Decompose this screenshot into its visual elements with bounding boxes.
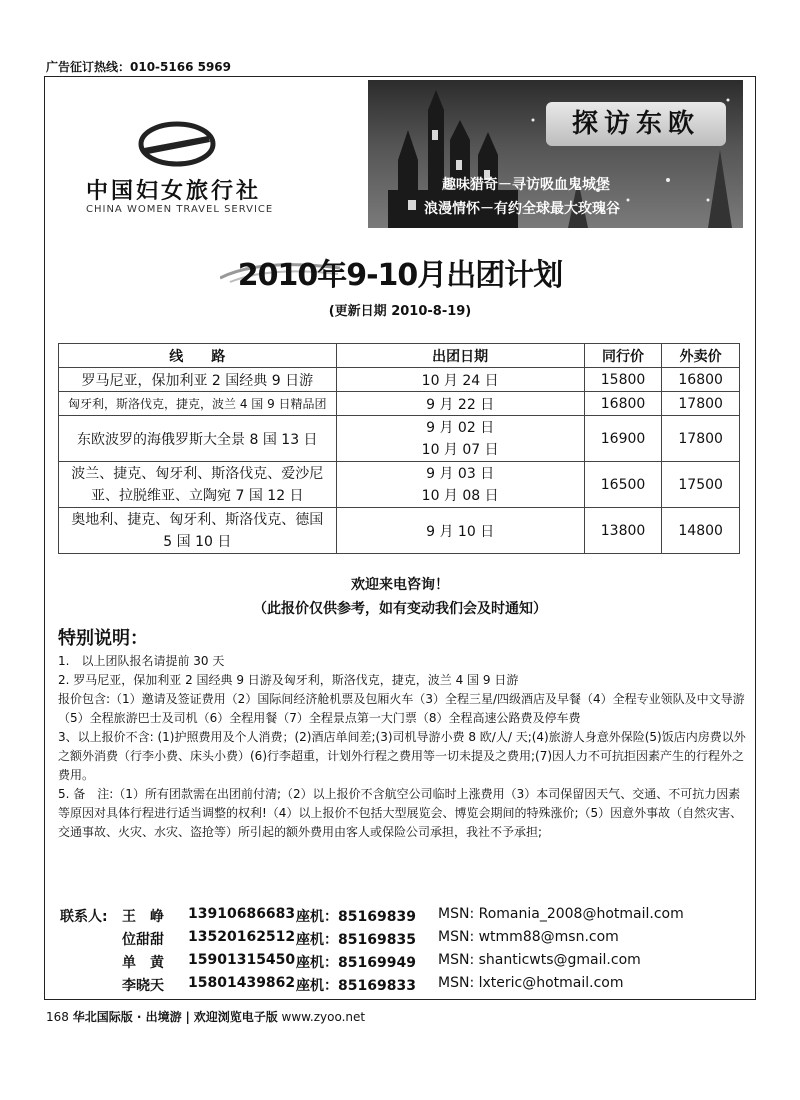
- route-cell: [59, 462, 337, 508]
- retail-price-cell: 17800: [662, 416, 740, 462]
- contact-row: [60, 906, 750, 929]
- contact-mobile: 13910686683: [188, 906, 296, 922]
- tour-schedule-table: [58, 343, 740, 554]
- banner-title: 探访东欧: [546, 102, 726, 146]
- contact-landline: 座机：85169949: [296, 955, 416, 971]
- table-header-row: [59, 344, 740, 368]
- route-cell: 匈牙利，斯洛伐克，捷克，波兰 4 国 9 日精品团: [59, 392, 337, 416]
- header-retail-price: 外卖价: [662, 344, 740, 368]
- date-line: 9 月 02 日: [426, 419, 495, 436]
- retail-price-cell: 17800: [662, 392, 740, 416]
- note-item: 报价包含:（1）邀请及签证费用（2）国际间经济舱机票及包厢火车（3）全程三星/四级酒店及早餐（4）全程专业领队及中文导游（5）全程旅游巴士及司机（6）全程用餐（7）全程景点第一大门票（8）全程高速公路费及停车费: [58, 692, 745, 725]
- special-notes-title: 特别说明：: [58, 628, 148, 649]
- contact-name: 位甜甜: [122, 932, 164, 948]
- peer-price-cell: 15800: [584, 368, 662, 392]
- page-number: 168: [46, 1010, 69, 1024]
- contact-mobile: 15901315450: [188, 952, 296, 968]
- banner-slogan-2: 浪漫情怀－有约全球最大玫瑰谷: [424, 201, 620, 217]
- peer-price-cell: 13800: [584, 508, 662, 554]
- date-cell: 9 月 22 日: [336, 392, 584, 416]
- route-cell: 东欧波罗的海俄罗斯大全景 8 国 13 日: [59, 416, 337, 462]
- contact-list: [60, 906, 750, 998]
- price-notice: （此报价仅供参考，如有变动我们会及时通知）: [253, 601, 547, 617]
- table-row: [59, 392, 740, 416]
- contact-landline: 座机：85169839: [296, 909, 416, 925]
- contact-name: 王 峥: [122, 909, 164, 925]
- date-cell: [336, 462, 584, 508]
- company-name-cn: 中国妇女旅行社: [86, 179, 262, 204]
- retail-price-cell: 14800: [662, 508, 740, 554]
- retail-price-cell: 17500: [662, 462, 740, 508]
- update-date: (更新日期 2010-8-19): [328, 304, 472, 319]
- special-notes: [58, 652, 748, 842]
- date-cell: 10 月 24 日: [336, 368, 584, 392]
- contact-name: 李晓天: [122, 978, 164, 994]
- date-cell: [336, 416, 584, 462]
- note-item: 5. 备 注:（1）所有团款需在出团前付清;（2）以上报价不含航空公司临时上涨费用（3）本司保留因天气、交通、不可抗力因素等原因对具体行程进行适当调整的权利!（4）以上报价不包括大型展览会、博览会期间的特殊涨价;（5）因意外事故（自然灾害、交通事故、火灾、水灾、盗抢等）所引起的额外费用由客人或保险公司承担，我社不予承担;: [58, 787, 743, 839]
- footer-separator: |: [185, 1010, 190, 1024]
- company-logo: [86, 118, 286, 218]
- contact-row: [60, 929, 750, 952]
- note-item: 1. 以上团队报名请提前 30 天: [58, 654, 225, 668]
- route-line: 5 国 10 日: [163, 533, 232, 550]
- table-row: [59, 462, 740, 508]
- footer-tagline: 欢迎浏览电子版: [193, 1010, 278, 1024]
- header-peer-price: 同行价: [584, 344, 662, 368]
- date-line: 10 月 07 日: [421, 441, 499, 458]
- route-cell: 罗马尼亚，保加利亚 2 国经典 9 日游: [59, 368, 337, 392]
- date-line: 9 月 03 日: [426, 465, 495, 482]
- peer-price-cell: 16900: [584, 416, 662, 462]
- ad-hotline: 广告征订热线：010-5166 5969: [46, 60, 232, 74]
- retail-price-cell: 16800: [662, 368, 740, 392]
- header-date: 出团日期: [336, 344, 584, 368]
- route-line: 波兰、捷克、匈牙利、斯洛伐克、爱沙尼: [71, 465, 324, 482]
- contact-msn: MSN: wtmm88@msn.com: [438, 929, 619, 945]
- page-title: 2010年9-10月出团计划: [237, 258, 563, 293]
- note-item: 3、以上报价不含: (1)护照费用及个人消费；(2)酒店单间差;(3)司机导游小费 8 欧/人/ 天;(4)旅游人身意外保险(5)饭店内房费以外之额外消费（行李小费、床头小费）(6)行李超重，计划外行程之费用等一切未提及之费用;(7)因人力不可抗拒因素产生的行程外之费用。: [58, 730, 746, 782]
- date-cell: 9 月 10 日: [336, 508, 584, 554]
- peer-price-cell: 16500: [584, 462, 662, 508]
- route-cell: [59, 508, 337, 554]
- contact-msn: MSN: lxteric@hotmail.com: [438, 975, 624, 991]
- website-link[interactable]: www.zyoo.net: [281, 1010, 366, 1024]
- contact-row: [60, 952, 750, 975]
- contact-landline: 座机：85169833: [296, 978, 416, 994]
- route-line: 亚、拉脱维亚、立陶宛 7 国 12 日: [91, 487, 304, 504]
- peer-price-cell: 16800: [584, 392, 662, 416]
- contact-mobile: 13520162512: [188, 929, 296, 945]
- contact-prefix: 联系人:: [60, 909, 108, 925]
- table-row: [59, 416, 740, 462]
- date-line: 10 月 08 日: [421, 487, 499, 504]
- welcome-text: 欢迎来电咨询！: [351, 577, 449, 593]
- contact-msn: MSN: Romania_2008@hotmail.com: [438, 906, 684, 922]
- route-line: 奥地利、捷克、匈牙利、斯洛伐克、德国: [71, 511, 324, 528]
- contact-row: [60, 975, 750, 998]
- banner-slogan-1: 趣味猎奇－寻访吸血鬼城堡: [442, 177, 610, 193]
- contact-mobile: 15801439862: [188, 975, 296, 991]
- company-name-en: CHINA WOMEN TRAVEL SERVICE: [86, 204, 274, 215]
- travel-logo-icon: [138, 118, 216, 168]
- header-route: 线 路: [59, 344, 337, 368]
- table-row: [59, 368, 740, 392]
- contact-msn: MSN: shanticwts@gmail.com: [438, 952, 641, 968]
- contact-name: 单 黄: [122, 955, 164, 971]
- contact-landline: 座机：85169835: [296, 932, 416, 948]
- table-row: [59, 508, 740, 554]
- note-item: 2. 罗马尼亚，保加利亚 2 国经典 9 日游及匈牙利，斯洛伐克，捷克，波兰 4 国 9 日游: [58, 673, 519, 687]
- edition-label: 华北国际版 · 出境游: [72, 1010, 182, 1024]
- page-footer: [46, 1008, 365, 1025]
